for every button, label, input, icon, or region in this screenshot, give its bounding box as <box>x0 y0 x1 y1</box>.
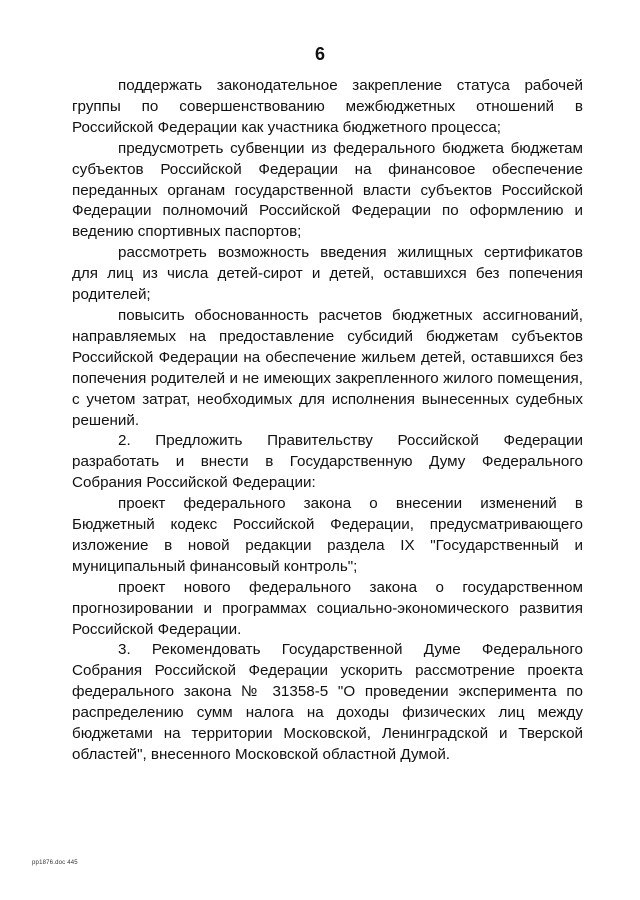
paragraph-recommendation-duma: 3. Рекомендовать Государственной Думе Федерального Собрания Российской Федерации ускорить рассмотрение проекта федерального закона № 31358-5 "О проведении эксперимента по распределению сумм налога на доходы физических лиц между бюджетами на территории Московской, Ленинградской и Тверской областей", внесенного Московской областной Думой. <box>72 641 583 763</box>
paragraph-working-group-status: поддержать законодательное закрепление статуса рабочей группы по совершенствованию межбюджетных отношений в Российской Федерации как участника бюджетного процесса; <box>72 77 583 136</box>
paragraph-housing-certificates: рассмотреть возможность введения жилищных сертификатов для лиц из числа детей-сирот и детей, оставшихся без попечения родителей; <box>72 244 583 304</box>
page-number: 6 <box>314 44 325 64</box>
paragraph-proposal-government: 2. Предложить Правительству Российской Федерации разработать и внести в Государственную Думу Федерального Собрания Российской Федерации: <box>72 432 583 492</box>
paragraph-budget-code-draft: проект федерального закона о внесении изменений в Бюджетный кодекс Российской Федерации, предусматривающего изложение в новой редакции раздела IX "Государственный и муниципальный финансовый контроль"; <box>72 495 583 575</box>
paragraph-subventions-sport-passports: предусмотреть субвенции из федерального бюджета бюджетам субъектов Российской Федерации на финансовое обеспечение переданных органам государственной власти субъектов Российской Федерации полномочий Российской Федерации по оформлению и ведению спортивных паспортов; <box>72 139 583 241</box>
paragraph-budget-allocations: повысить обоснованность расчетов бюджетных ассигнований, направляемых на предоставление субсидий бюджетам субъектов Российской Федерации на обеспечение жильем детей, оставшихся без попечения родителей и не имеющих закрепленного жилого помещения, с учетом затрат, необходимых для исполнения вынесенных судебных решений. <box>72 306 583 429</box>
document-body <box>72 76 583 766</box>
footer-file-code: pp1876.doc 445 <box>32 860 78 866</box>
paragraph-forecasting-law-draft: проект нового федерального закона о государственном прогнозировании и программах социально-экономического развития Российской Федерации. <box>72 578 583 638</box>
